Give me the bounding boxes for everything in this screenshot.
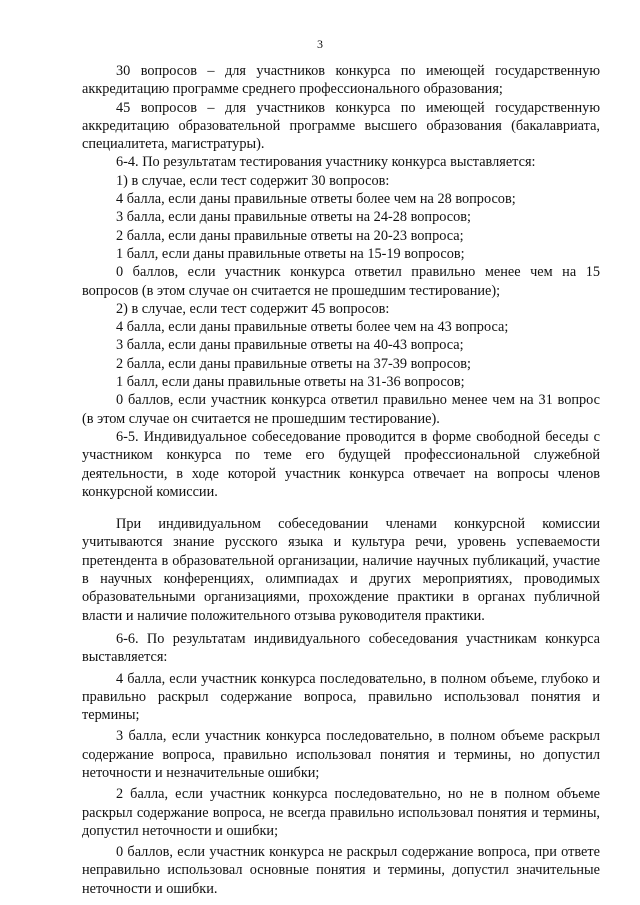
paragraph-6-4-heading: 6-4. По результатам тестирования участнику конкурса выставляется: xyxy=(116,154,536,171)
paragraph-case-30: 1) в случае, если тест содержит 30 вопросов: xyxy=(116,172,390,189)
paragraph-6-6-heading: 6-6. По результатам индивидуального собеседования участникам конкурса выставляется: xyxy=(82,630,600,666)
paragraph-30-score-3: 3 балла, если даны правильные ответы на 24-28 вопросов; xyxy=(116,209,471,226)
paragraph-45-score-0: 0 баллов, если участник конкурса ответил правильно менее чем на 31 вопрос (в этом случае он считается не прошедшим тестирование). xyxy=(82,392,600,427)
paragraph-30-score-2: 2 балла, если даны правильные ответы на 20-23 вопроса; xyxy=(116,227,464,244)
paragraph-45-score-2: 2 балла, если даны правильные ответы на 37-39 вопросов; xyxy=(116,355,471,372)
paragraph-30-score-4: 4 балла, если даны правильные ответы более чем на 28 вопросов; xyxy=(116,191,516,208)
paragraph-30-questions: 30 вопросов – для участников конкурса по имеющей государственную аккредитацию программе среднего профессионального образования; xyxy=(82,63,600,98)
paragraph-interview-score-4: 4 балла, если участник конкурса последовательно, в полном объеме, глубоко и правильно раскрыл содержание вопроса, правильно использовал понятия и термины; xyxy=(82,670,600,724)
paragraph-interview-score-3: 3 балла, если участник конкурса последовательно, в полном объеме раскрыл содержание вопроса, правильно использовал понятия и термины, но допустил неточности и незначительные ошибки; xyxy=(82,728,600,781)
paragraph-45-score-4: 4 балла, если даны правильные ответы более чем на 43 вопроса; xyxy=(116,319,509,336)
paragraph-45-questions: 45 вопросов – для участников конкурса по имеющей государственную аккредитацию образовательной программе высшего образования (бакалавриата, специалитета, магистратуры). xyxy=(82,99,600,153)
paragraph-interview-score-0: 0 баллов, если участник конкурса не раскрыл содержание вопроса, при ответе неправильно использовал основные понятия и термины, допустил значительные неточности и ошибки. xyxy=(82,844,600,897)
paragraph-30-score-1: 1 балл, если даны правильные ответы на 15-19 вопросов; xyxy=(116,245,465,262)
paragraph-45-score-1: 1 балл, если даны правильные ответы на 31-36 вопросов; xyxy=(116,374,465,391)
paragraph-30-score-0: 0 баллов, если участник конкурса ответил правильно менее чем на 15 вопросов (в этом случае он считается не прошедшим тестирование); xyxy=(82,264,600,299)
page-number: 3 xyxy=(317,37,323,51)
paragraph-45-score-3: 3 балла, если даны правильные ответы на 40-43 вопроса; xyxy=(116,337,464,354)
paragraph-interview-score-2: 2 балла, если участник конкурса последовательно, но не в полном объеме раскрыл содержание вопроса, не всегда правильно использовал понятия и термины, допустил неточности и ошибки; xyxy=(82,786,600,839)
paragraph-interview-criteria: При индивидуальном собеседовании членами конкурсной комиссии учитываются знание русского языка и культура речи, уровень успеваемости претендента в образовательной организации, наличие научных публикаций, участие в научных конференциях, олимпиадах и других мероприятиях, проводимых образовательными организациями, прохождение практики в органах публичной власти и наличие положительного отзыва руководителя практики. xyxy=(82,516,600,624)
paragraph-6-5-interview: 6-5. Индивидуальное собеседование проводится в форме свободной беседы с участником конкурса по теме его будущей профессиональной служебной деятельности, в ходе которой участник конкурса отвечает на вопросы членов конкурсной комиссии. xyxy=(82,428,600,500)
document-body xyxy=(82,62,600,898)
paragraph-case-45: 2) в случае, если тест содержит 45 вопросов: xyxy=(116,300,390,317)
